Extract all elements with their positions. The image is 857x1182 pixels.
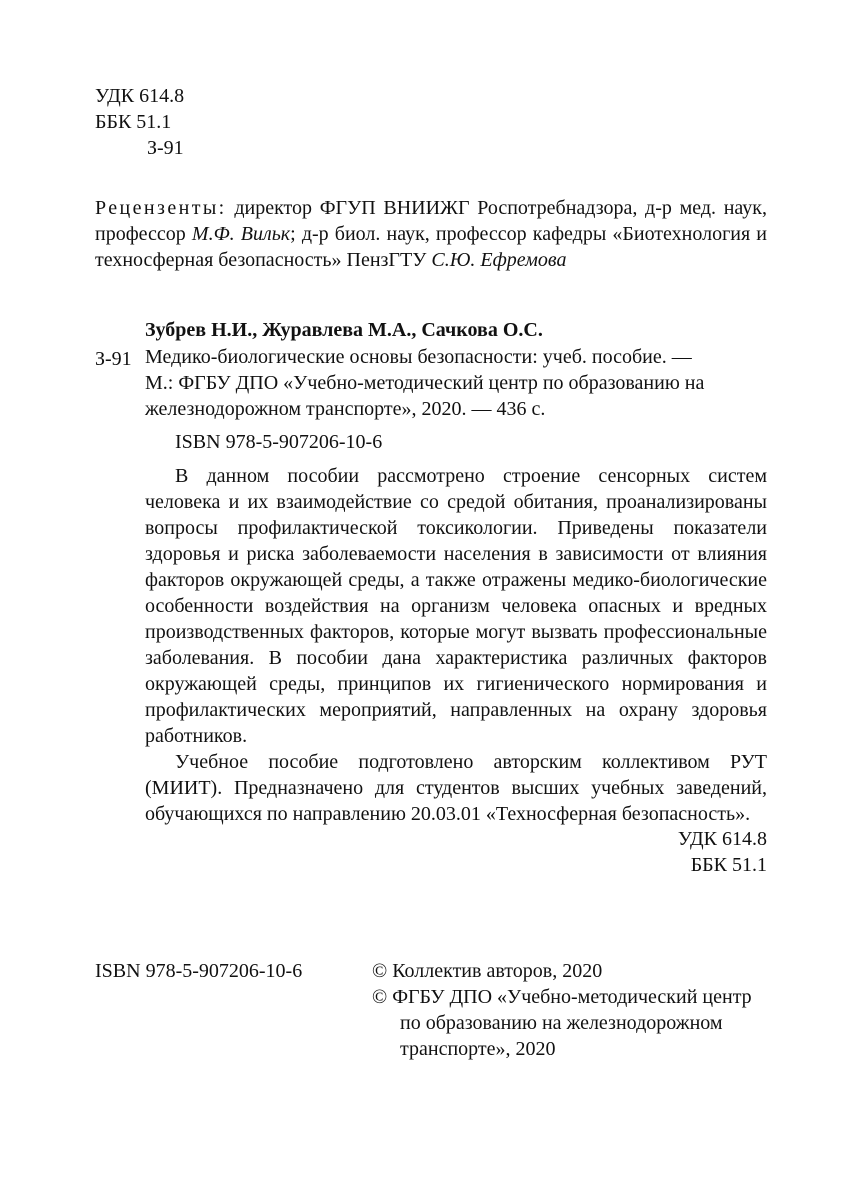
bibliography-line-3: железнодорожном транспорте», 2020. — 436 с. xyxy=(145,398,546,420)
reviewers-label: Рецензенты: xyxy=(95,197,227,219)
classification-codes-top xyxy=(95,83,295,161)
copyright-publisher: © ФГБУ ДПО «Учебно-методический центр по образованию на железнодорожном транспорте», 2020 xyxy=(372,986,752,1060)
abstract-paragraph-2: Учебное пособие подготовлено авторским коллективом РУТ (МИИТ). Предназначено для студентов высших учебных заведений, обучающихся по направлению 20.03.01 «Техносферная безопасность». xyxy=(145,751,767,825)
bibliography-author-sign: З-91 xyxy=(95,348,132,370)
reviewers-text-2: ; д-р биол. наук, профессор кафедры «Биотехнология и техносферная безопасность» ПензГТУ xyxy=(95,223,768,271)
abstract-paragraph-1: В данном пособии рассмотрено строение сенсорных систем человека и их взаимодействие со средой обитания, проанализированы вопросы профилактической токсикологии. Приведены показатели здоровья и риска заболеваемости населения в зависимости от влияния факторов окружающей среды, а также отражены медико-биологические особенности воздействия на организм человека опасных и вредных производственных факторов, которые могут вызвать профессиональные заболевания. В пособии дана характеристика различных факторов окружающей среды, принципов их гигиенического нормирования и профилактических мероприятий, направленных на охрану здоровья работников. xyxy=(145,465,767,747)
bibliography-line-2: М.: ФГБУ ДПО «Учебно-методический центр по образованию на xyxy=(145,372,705,394)
bibliography-line-1: Медико-биологические основы безопасности: учеб. пособие. — xyxy=(145,346,692,368)
reviewers-block xyxy=(95,195,767,273)
reviewer-name-1: М.Ф. Вильк xyxy=(191,223,291,245)
copyright-block xyxy=(372,958,772,1062)
author-sign: З-91 xyxy=(147,137,184,159)
bibliographic-description xyxy=(145,344,767,422)
footer-isbn: ISBN 978-5-907206-10-6 xyxy=(95,960,303,982)
isbn-line: ISBN 978-5-907206-10-6 xyxy=(175,431,383,453)
udk-code-bottom: УДК 614.8 xyxy=(677,828,767,850)
classification-codes-bottom xyxy=(678,826,767,878)
copyright-authors: © Коллектив авторов, 2020 xyxy=(372,960,603,982)
bbk-code: ББК 51.1 xyxy=(95,111,172,133)
book-authors: Зубрев Н.И., Журавлева М.А., Сачкова О.С. xyxy=(145,319,543,341)
reviewer-name-2: С.Ю. Ефремова xyxy=(431,249,567,271)
abstract xyxy=(145,463,767,827)
udk-code: УДК 614.8 xyxy=(95,85,185,107)
reviewers-text-1: директор ФГУП ВНИИЖГ Роспотребнадзора, д-р мед. наук, профессор xyxy=(95,197,767,245)
bbk-code-bottom: ББК 51.1 xyxy=(690,854,767,876)
